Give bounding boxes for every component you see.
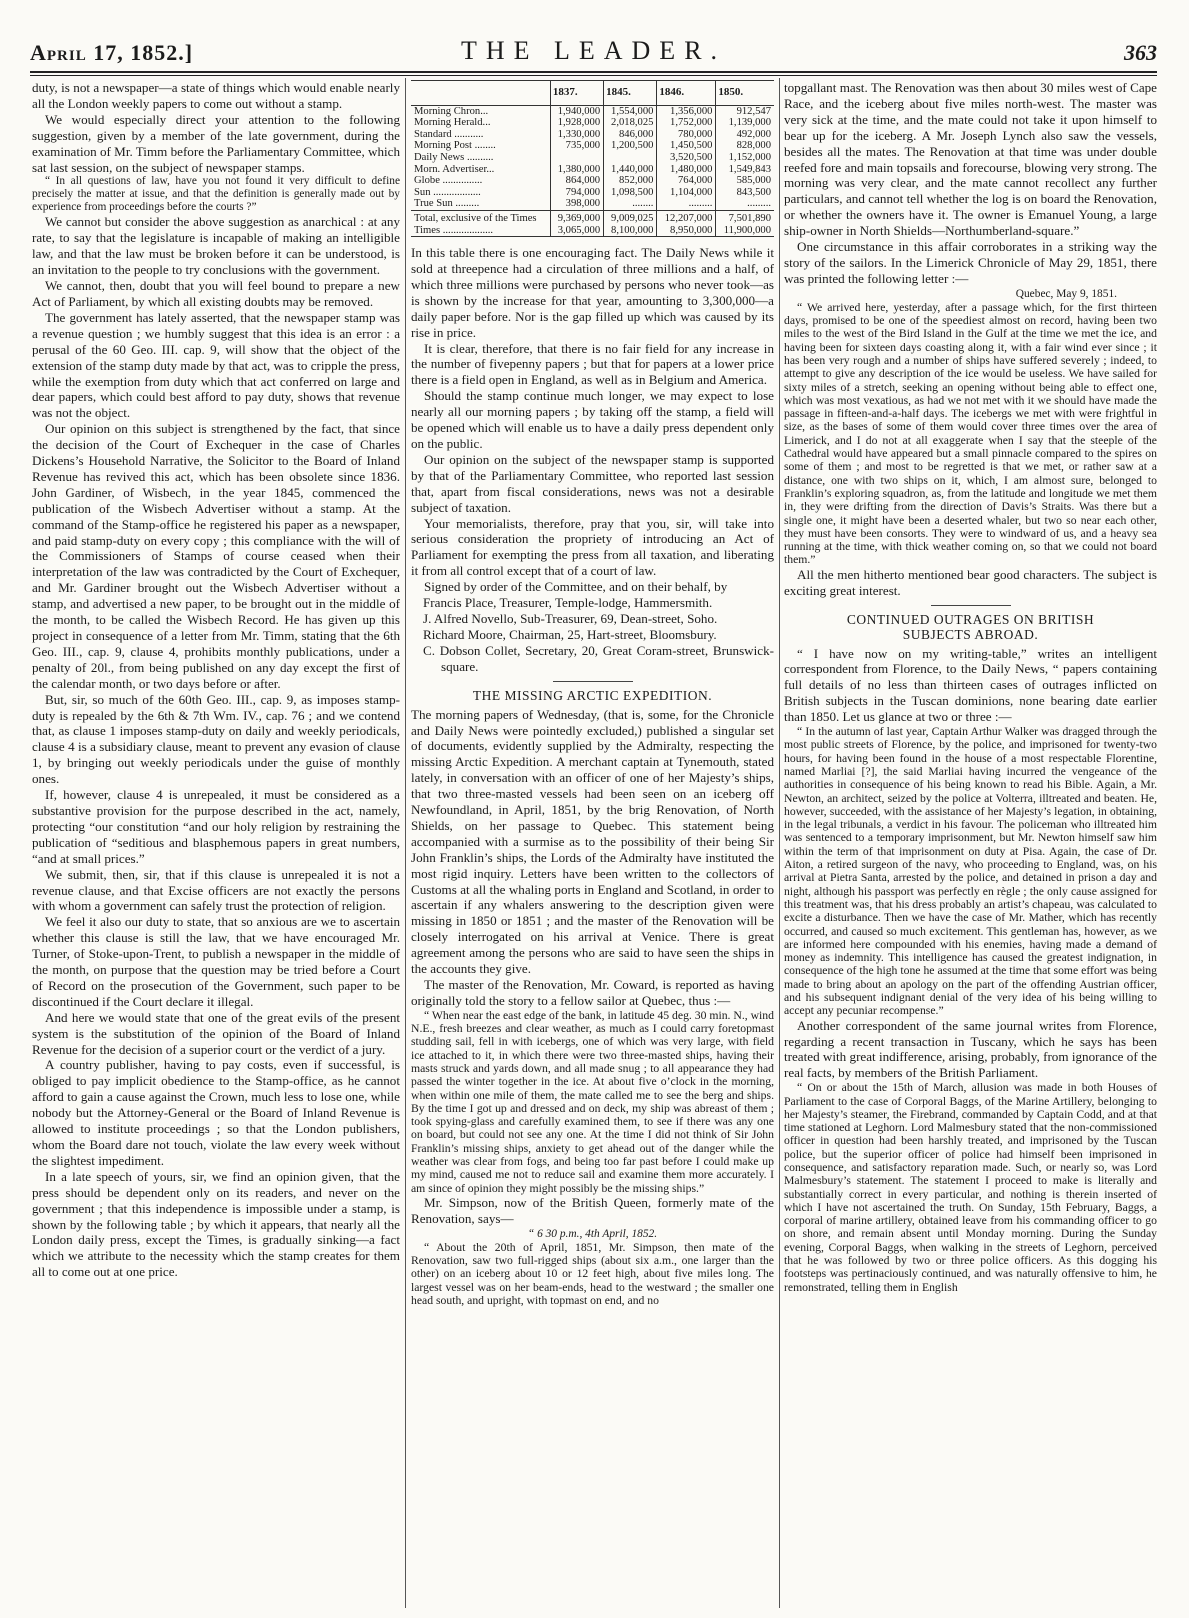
- table-row: [411, 129, 774, 141]
- circulation-cell: ........: [604, 198, 657, 210]
- paragraph: A country publisher, having to pay costs, even if successful, is obliged to pay implicit obedience to the Stamp-office, as he cannot afford to gain a cause against the Crown, much less to lose one, while nobody but the Attorney-General or the Board of Inland Revenue is allowed to institute proceedings ; so that the London publishers, whom the Board dare not touch, violate the law every week without the slightest impediment.: [32, 1057, 400, 1168]
- arctic-heading: THE MISSING ARCTIC EXPEDITION.: [472, 687, 713, 703]
- circulation-cell: 585,000: [716, 175, 774, 187]
- table-times-row: [411, 225, 774, 237]
- paragraph: topgallant mast. The Renovation was then about 30 miles west of Cape Race, and the iceberg about five miles north-west. The master was very sick at the time, and the mate could not take it upon himself to bear up for the iceberg. A Mr. Joseph Lynch also saw the vessels, besides all the mates. The Renovation at that time was under double reefed fore and main topsails and forecourse, blowing very strong. The morning was very clear, and the mate cannot recollect any further particulars, and cannot tell whether the log is on board the Renovation, or whether the owners have it. The owner is Emanuel Young, a large ship-owner in North Shields—Northumberland-square.”: [784, 80, 1157, 239]
- paragraph: But, sir, so much of the 60th Geo. III., cap. 9, as imposes stamp-duty is repealed by the 6th & 7th Wm. IV., cap. 76 ; and we contend that, as clause 1 imposes stamp-duty on daily and weekly periodicals, clause 4 is a subsidiary clause, meant to prevent any evasion of clause 1, by bringing out weekly periodicals under the guise of monthly ones.: [32, 691, 400, 787]
- table-header: 1845.: [604, 81, 657, 106]
- paper-name-cell: Standard ...........: [414, 128, 484, 140]
- circulation-cell: 1,330,000: [550, 129, 603, 141]
- circulation-cell: 1,480,000: [657, 164, 716, 176]
- circulation-cell: 398,000: [550, 198, 603, 210]
- circulation-cell: 828,000: [716, 140, 774, 152]
- circulation-cell: 2,018,025: [604, 117, 657, 129]
- circulation-cell: 794,000: [550, 187, 603, 199]
- circulation-cell: 912,547: [716, 105, 774, 117]
- circulation-cell: 846,000: [604, 129, 657, 141]
- page-number: 363: [1124, 40, 1157, 65]
- circulation-cell: 1,549,843: [716, 164, 774, 176]
- circulation-cell: 1,940,000: [550, 105, 603, 117]
- paragraph: In a late speech of yours, sir, we find an opinion given, that the press should be dependent only on its readers, and never on the government ; that this independence is impossible under a stamp, is shown by the following table ; by which it appears, that nearly all the London daily press, except the Times, is gradually sinking—a fact which we attribute to the necessity which the stamp creates for them all to come out at one price.: [32, 1168, 400, 1280]
- table-total-row: [411, 210, 774, 224]
- newspaper-title: THE LEADER.: [460, 36, 727, 65]
- table-row: [411, 117, 774, 129]
- column-divider: [405, 78, 406, 1608]
- circulation-cell: 1,098,500: [604, 187, 657, 199]
- circulation-cell: 3,065,000: [550, 225, 603, 237]
- simpson-dateline: “ 6 30 p.m., 4th April, 1852.: [527, 1227, 658, 1240]
- section-rule: [553, 681, 633, 682]
- header-rule: [30, 71, 1157, 73]
- paragraph: The master of the Renovation, Mr. Coward, is reported as having originally told the story to a fellow sailor at Quebec, thus :—: [411, 977, 774, 1008]
- circulation-cell: 1,440,000: [604, 164, 657, 176]
- paragraph: We feel it also our duty to state, that so anxious are we to ascertain whether this clause is still the law, that we have encouraged Mr. Turner, of Stoke-upon-Trent, to publish a newspaper in the middle of the month, on purpose that the question may be tried before a Court of Record on the prosecution of the Government, such paper to be discontinued if the Court declare it illegal.: [32, 914, 400, 1009]
- paragraph: Signed by order of the Committee, and on their behalf, by: [424, 579, 728, 595]
- circulation-cell: 1,554,000: [604, 105, 657, 117]
- circulation-cell: 780,000: [657, 129, 716, 141]
- paragraph: duty, is not a newspaper—a state of things which would enable nearly all the London weekly papers to come out without a stamp.: [32, 80, 400, 111]
- circulation-cell: .........: [716, 198, 774, 210]
- outrages-heading-line: SUBJECTS ABROAD.: [902, 626, 1039, 642]
- simpson-quote: “ About the 20th of April, 1851, Mr. Simpson, then mate of the Renovation, saw two full-rigged ships (about six a.m., one larger than the other) on an iceberg about 10 or 12 feet high, about five miles long. The largest vessel was on her beam-ends, head to the westward ; the smaller one head south, and upright, with topmast on end, and no: [411, 1240, 774, 1307]
- circulation-cell: 1,380,000: [550, 164, 603, 176]
- column-2: [411, 80, 774, 1307]
- circulation-cell: 1,450,500: [657, 140, 716, 152]
- paper-name-cell: Daily News ..........: [414, 151, 494, 163]
- table-row: [411, 198, 774, 210]
- paragraph: We cannot but consider the above suggestion as anarchical : at any rate, to say that the legislature is incapable of making an intelligible law, and that the law must be broken before it can be understood, is an invitation to the people to try conclusions with the government.: [32, 214, 400, 278]
- coward-quote: “ When near the east edge of the bank, in latitude 45 deg. 30 min. N., wind N.E., fresh breezes and clear weather, as much as I could carry foretopmast studding sail, fell in with icebergs, one of which was very large, with field ice attached to it, in which there were two three-masted ships, having their masts struck and yards down, and all made snug ; to all appearance they had passed the winter together in the ice. At about five o’clock in the morning, when within one mile of them, the mate called me to see the berg and ships. By the time I got up and dressed and on deck, my ship was abreast of them ; took spying-glass and carefully examined them, to see if there was any one on board, but could not see any one. At the time I did not think of Sir John Franklin’s missing ships, anxiety to get ahead out of the danger while the weather was clear from fogs, and being too far past before I could make up my mind, caused me not to reduce sail and examine them more accurately. I am since of opinion they might possibly be the missing ships.”: [411, 1008, 774, 1195]
- outrages-heading-line: CONTINUED OUTRAGES ON BRITISH: [846, 611, 1095, 627]
- table-row: [411, 175, 774, 187]
- walker-quote: “ In the autumn of last year, Captain Arthur Walker was dragged through the most public streets of Florence, by the police, and imprisoned for twenty-two hours, for having been found in the house of a most respectable Florentine, named Marliai [?], the said Marliai having incurred the vengeance of the authorities in consequence of his being known to read his Bible. Again, a Mr. Newton, an architect, seized by the police at Volterra, illtreated and beaten. He, however, succeeded, with the assistance of her Majesty’s legation, in obtaining, in the legal tribunals, a verdict in his favour. The policeman who illtreated him was sentenced to a temporary imprisonment, but Mr. Newton himself saw him within the term of that imprisonment on duty at Pisa. Again, the case of Dr. Aiton, a retired surgeon of the navy, who proceeding to England, was, on his arrival at Pietra Santa, arrested by the police, and detained in prison a day and night, although his passport was perfectly en règle ; the only cause assigned for this treatment was, that his dress probably an artist’s chapeau, was calculated to excite a disturbance. Then we have the case of Mr. Mather, which has recently occurred, and caused so much excitement. This gentleman has, however, as we are informed here compounded with his enemies, having made a demand of money as indemnity. This intelligence has caused the greatest indignation, in consequence of the high tone he assumed at the time that some effort was being made to bring about an apology on the part of the offending Austrian officer, and his subsequent indignant denial of the very idea of his being willing to accept any pecuniar recompense.”: [784, 725, 1157, 1018]
- paragraph: Should the stamp continue much longer, we may expect to lose nearly all our morning papers ; by taking off the stamp, a field will be opened which will enable us to have a daily press dependent only on the public.: [411, 388, 774, 451]
- circulation-cell: 12,207,000: [657, 210, 716, 224]
- circulation-cell: 1,356,000: [657, 105, 716, 117]
- column-divider: [779, 78, 780, 1608]
- outrages-heading: [784, 612, 1157, 642]
- paragraph: The morning papers of Wednesday, (that is, some, for the Chronicle and Daily News were pointedly excluded,) published a singular set of documents, evidently supplied by the Admiralty, respecting the missing Arctic Expedition. A merchant captain at Tynemouth, stated lately, in conversation with an officer of one of her Majesty’s ships, that two three-masted vessels had been seen on an iceberg off Newfoundland, in April, 1851, by the brig Renovation, of North Shields, on her passage to Quebec. This statement being accompanied with a surmise as to the possibility of their being Sir John Franklin’s ships, the Lords of the Admiralty have instituted the most rigid inquiry. Letters have been written to the collectors of Customs at all the whaling ports in England and Scotland, in order to ascertain if any whalers answering to the description given were missing in 1850 or 1851 ; and the master of the Renovation will be closely interrogated on his arrival at Venice. There is great agreement among the persons who are said to have seen the ships in the accounts they give.: [411, 706, 774, 977]
- paper-name-cell: Morning Herald...: [414, 117, 491, 129]
- running-header: [30, 28, 1157, 68]
- table-row: [411, 140, 774, 152]
- table-row: [411, 152, 774, 164]
- paragraph: In this table there is one encouraging fact. The Daily News while it sold at threepence had a circulation of three millions and a half, of which three millions were purchased by persons who never took—as is shown by the increase for that year, amounting to 3,300,000—a daily paper before. Nor is the gap filled up which was caused by its rise in price.: [411, 245, 774, 340]
- paragraph: Another correspondent of the same journal writes from Florence, regarding a recent transaction in Tuscany, which he says has been treated with great indifference, arising, probably, from ignorance of the real facts, by members of the British Parliament.: [784, 1017, 1157, 1081]
- signature: C. Dobson Collet, Secretary, 20, Great Coram-street, Brunswick-square.: [423, 642, 774, 674]
- quoted-question: “ In all questions of law, have you not found it very difficult to define precisely the matter at issue, and that the definition is generally made out by experience from proceedings before the courts ?”: [32, 175, 400, 214]
- circulation-cell: 9,009,025: [604, 210, 657, 224]
- circulation-cell: 843,500: [716, 187, 774, 199]
- table-header: 1837.: [550, 81, 603, 106]
- paragraph: We submit, then, sir, that if this clause is unrepealed it is not a revenue clause, and that Excise officers are not exactly the persons with whom a government can safely trust the protection of religion.: [32, 866, 400, 914]
- paper-name-cell: Globe ...............: [414, 175, 483, 187]
- paragraph: Our opinion on this subject is strengthened by the fact, that since the decision of the Court of Exchequer in the case of Charles Dickens’s Household Narrative, the Solicitor to the Board of Inland Revenue has revived this act, which has been obsolete since 1836. John Gardiner, of Wisbech, in the year 1845, commenced the publication of the Wisbech Advertiser without a stamp. At the command of the Stamp-office he registered his paper as a newspaper, and paid stamp-duty on every copy ; this compliance with the will of the Commissioners of Stamps of course ceased when their interpretation of the law was contradicted by the Court of Exchequer, and Mr. Gardiner brought out the Wisbech Advertiser without a stamp, and advertised a new paper, to be brought out in the middle of the month, to be called the Wisbech Record. He has given up this project in consequence of a letter from Mr. Timm, stating that the 6th Geo. III., cap. 9, clause 4, prohibits monthly publications, under a penalty of 20l., from being published on any day except the first of the calendar month, or two days before or after.: [32, 421, 400, 691]
- circulation-cell: 1,200,500: [604, 140, 657, 152]
- paragraph: We would especially direct your attention to the following suggestion, given by a member of the late government, during the examination of Mr. Timm before the Parliamentary Committee, which sat last session, on the subject of newspaper stamps.: [32, 111, 401, 175]
- paper-name-cell: Morn. Advertiser...: [414, 163, 495, 175]
- signature: Francis Place, Treasurer, Temple-lodge, Hammersmith.: [423, 595, 713, 611]
- circulation-cell: .........: [657, 198, 716, 210]
- table-row: [411, 187, 774, 199]
- paper-name-cell: Morning Post ........: [414, 140, 496, 152]
- circulation-cell: [604, 152, 657, 164]
- table-header-row: [411, 81, 774, 106]
- header-rule-thin: [30, 75, 1157, 76]
- paragraph: And here we would state that one of the great evils of the present system is the substitution of the opinion of the Board of Inland Revenue for the decision of a superior court or the verdict of a jury.: [32, 1009, 400, 1057]
- paper-name-cell: Sun ..................: [414, 186, 481, 198]
- circulation-cell: 1,928,000: [550, 117, 603, 129]
- column-3: [784, 80, 1157, 1294]
- circulation-cell: [550, 152, 603, 164]
- paragraph: “ I have now on my writing-table,” writes an intelligent correspondent from Florence, to the Daily News, “ papers containing full details of no less than thirteen cases of outrages inflicted on British subjects in the Tuscan dominions, none bearing date earlier than 1850. Let us glance at two or three :—: [784, 645, 1157, 725]
- paper-name-cell: Morning Chron...: [414, 105, 489, 117]
- paragraph: We cannot, then, doubt that you will feel bound to prepare a new Act of Parliament, by which all existing doubts may be removed.: [32, 278, 400, 309]
- circulation-cell: 8,950,000: [657, 225, 716, 237]
- paragraph: Our opinion on the subject of the newspaper stamp is supported by that of the Parliamentary Committee, who reported last session that, apart from fiscal considerations, news was not a desirable subject of taxation.: [411, 451, 774, 515]
- table-row: [411, 105, 774, 117]
- circulation-cell: 735,000: [550, 140, 603, 152]
- column-1: [32, 80, 400, 1280]
- paragraph: The government has lately asserted, that the newspaper stamp was a revenue question ; we humbly suggest that this idea is an error : a perusal of the 60 Geo. III. cap. 9, will show that the object of the extension of the stamp duty made by that act, was to cripple the press, while the exemption from duty which that act conferred on large and dear papers, which could best afford to pay duty, shows that revenue was not the object.: [32, 309, 400, 421]
- table-header: 1850.: [716, 81, 774, 106]
- paragraph: Your memorialists, therefore, pray that you, sir, will take into serious consideration the propriety of introducing an Act of Parliament for exempting the press from all taxation, and liberating it from all control except that of a court of law.: [411, 515, 774, 579]
- circulation-cell: 7,501,890: [716, 210, 774, 224]
- circulation-cell: 864,000: [550, 175, 603, 187]
- circulation-cell: 1,139,000: [716, 117, 774, 129]
- paper-name-cell: Times ...................: [411, 225, 550, 237]
- paragraph: If, however, clause 4 is unrepealed, it must be considered as a substantive provision for the purpose described in the act, namely, protecting “our constitution “and our holy religion by restraining the publication of “seditious and blasphemous papers in great numbers, “and at small prices.”: [32, 787, 400, 866]
- baggs-quote: “ On or about the 15th of March, allusion was made in both Houses of Parliament to the case of Corporal Baggs, of the Marine Artillery, belonging to her Majesty’s steamer, the Firebrand, commanded by Captain Codd, and at that time stationed at Leghorn. Lord Malmesbury stated that the non-commissioned officer in question had been harshly treated, and imprisoned by the Tuscan police, but the superior officer of police had himself been imprisoned in consequence, and satisfactory reparation made. Such, or nearly so, was Lord Malmesbury’s statement. The statement I proceed to make is literally and substantially correct in every particular, and nothing is therein inserted of which I have not ascertained the truth. On Sunday, 15th February, Baggs, a corporal of marine artillery, obtained leave from his commanding officer to go on shore, and remain absent until Monday morning. During the Sunday evening, Corporal Baggs, when walking in the streets of Leghorn, perceived that he was followed by two or three police officers. As this dogging his footsteps was pertinaciously continued, and was naturally offensive to him, he remonstrated, telling them in English: [784, 1081, 1157, 1294]
- circulation-cell: 1,752,000: [657, 117, 716, 129]
- paper-name-cell: True Sun .........: [414, 198, 480, 210]
- circulation-cell: 11,900,000: [716, 225, 774, 237]
- paragraph: All the men hitherto mentioned bear good characters. The subject is exciting great interest.: [784, 566, 1157, 598]
- circulation-cell: 9,369,000: [550, 210, 603, 224]
- issue-date: April 17, 1852.]: [30, 40, 194, 65]
- circulation-cell: 852,000: [604, 175, 657, 187]
- circulation-cell: 764,000: [657, 175, 716, 187]
- table-row: [411, 164, 774, 176]
- signature: J. Alfred Novello, Sub-Treasurer, 69, Dean-street, Soho.: [423, 610, 718, 626]
- paper-name-cell: Total, exclusive of the Times: [411, 210, 550, 224]
- circulation-cell: 492,000: [716, 129, 774, 141]
- paragraph: Mr. Simpson, now of the British Queen, formerly mate of the Renovation, says—: [411, 1194, 774, 1226]
- circulation-table: [411, 80, 774, 237]
- table-header: 1846.: [657, 81, 716, 106]
- table-header: [411, 81, 550, 106]
- quebec-quote: “ We arrived here, yesterday, after a passage which, for the first thirteen days, promised to be one of the speediest almost on record, having been two miles to the west of the Bird Island in the Gulf at the time we met the ice, and having been for sixteen days coasting along it, with a fair wind ever since ; it has been very rough and a number of ships have suffered severely ; indeed, to attempt to give any description of the ice would be useless. We have sailed for sixty miles of a stretch, seeking an opening without being able to effect one, which was most vexatious, as had we not met with it we should have made the passage in fifteen-and-a-half days. The icebergs we met with were frightful in size, as the bases of some of them would cover three times over the area of Limerick, and I do not at all exaggerate when I say that the steeple of the Cathedral would have appeared but a small pinnacle compared to the spires on some of them ; and most to be regretted is that we met, or rather saw at a distance, one with two ships on it, which, I am almost sure, belonged to Franklin’s exploring squadron, as, from the latitude and longitude we met them in, they were drifting from the direction of Davis’s Straits. Was there but a single one, it might have been a deserted whaler, but two so near each other, they must have been consorts. They were to windward of us, and a heavy sea running at the time, with thick weather coming on, so that we could not board them.”: [784, 300, 1157, 567]
- signature: Richard Moore, Chairman, 25, Hart-street, Bloomsbury.: [423, 626, 717, 642]
- circulation-cell: 8,100,000: [604, 225, 657, 237]
- circulation-cell: 3,520,500: [657, 152, 716, 164]
- section-rule: [931, 605, 1011, 606]
- paragraph: It is clear, therefore, that there is no fair field for any increase in the number of fivepenny papers ; but that for papers at a lower price there is a field open in England, as well as in Belgium and America.: [411, 340, 774, 388]
- paragraph: One circumstance in this affair corroborates in a striking way the story of the sailors. In the Limerick Chronicle of May 29, 1851, there was printed the following letter :—: [784, 239, 1157, 286]
- quebec-dateline: Quebec, May 9, 1851.: [1015, 287, 1117, 300]
- circulation-cell: 1,152,000: [716, 152, 774, 164]
- circulation-cell: 1,104,000: [657, 187, 716, 199]
